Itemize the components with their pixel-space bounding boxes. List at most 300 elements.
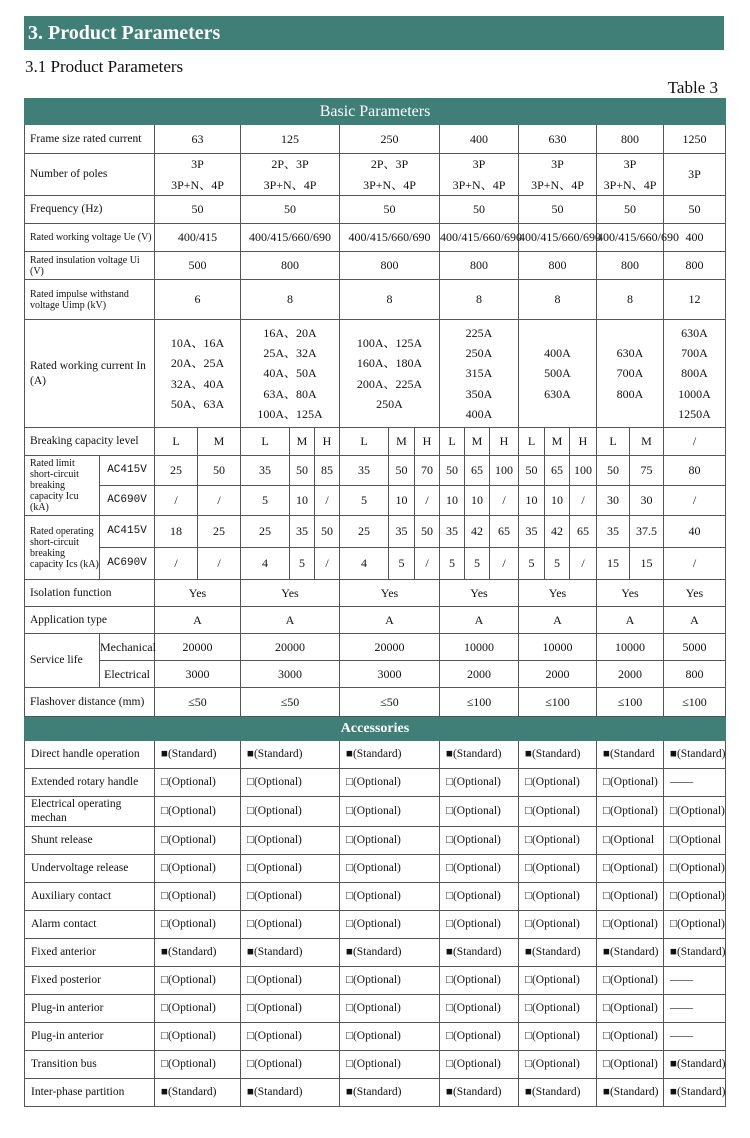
application-cell: A [440,607,519,634]
icu-ac415-cell: 65 [545,456,570,486]
application-cell: A [241,607,340,634]
ics-ac415-cell: 40 [664,516,726,548]
accessory-value: ■(Standard) [519,1078,597,1106]
icu-ac690-cell: / [415,486,440,516]
in-cell-line: 700A [616,366,644,381]
accessory-row [25,938,726,966]
accessory-value: □(Optional) [241,910,340,938]
ics-ac690-cell: 5 [465,548,490,580]
uimp-cell: 8 [597,280,664,320]
accessory-value: □(Optional) [155,994,241,1022]
accessory-label: Inter-phase partition [25,1078,155,1106]
accessory-value: ■(Standard) [664,741,726,769]
accessory-value: ■(Standard) [664,1078,726,1106]
poles-cell-line: 3P+N、4P [531,177,584,192]
in-cell [155,320,241,428]
application-cell: A [664,607,726,634]
accessory-label: Alarm contact [25,910,155,938]
poles-cell [519,154,597,196]
icu-ac415-cell: 25 [155,456,198,486]
ics-ac415-cell: 35 [519,516,545,548]
in-cell-line: 100A、125A [257,407,323,422]
in-cell-line: 100A、125A [356,335,423,350]
accessory-value: ■(Standard) [241,938,340,966]
poles-cell [340,154,440,196]
application-cell: A [155,607,241,634]
accessory-value: □(Optional) [155,1022,241,1050]
in-cell-line: 10A、16A [170,335,225,350]
frequency-row [25,196,726,224]
accessory-label: Direct handle operation [25,741,155,769]
ics-ac690-cell: 5 [440,548,465,580]
accessory-value: ■(Standard) [664,938,726,966]
ue-cell: 400/415/660/690 [519,224,597,252]
accessory-value: □(Optional) [241,882,340,910]
mechanical-row [25,634,726,661]
ics-ac415-cell: 35 [389,516,415,548]
in-cell-line: 500A [544,366,571,381]
mechanical-cell: 10000 [597,634,664,661]
isolation-cell: Yes [155,580,241,607]
accessory-value: □(Optional) [440,797,519,827]
mechanical-cell: 20000 [241,634,340,661]
mechanical-cell: 10000 [440,634,519,661]
accessory-label: Auxiliary contact [25,882,155,910]
ics-ac415-cell: 35 [440,516,465,548]
flashover-cell: ≤100 [664,688,726,717]
electrical-cell: 2000 [519,661,597,688]
basic-parameters-header: Basic Parameters [25,99,726,125]
icu-ac690-cell: / [570,486,597,516]
ics-ac415-cell: 42 [545,516,570,548]
in-cell [664,320,726,428]
icu-ac415-cell: 50 [597,456,630,486]
accessory-value: □(Optional) [155,966,241,994]
accessory-value: ■(Standard) [155,1078,241,1106]
flashover-label: Flashover distance (mm) [25,688,155,717]
accessory-value: □(Optional) [155,826,241,854]
electrical-row [25,661,726,688]
accessory-row [25,966,726,994]
frequency-cell: 50 [340,196,440,224]
in-cell-line: 1000A [678,386,711,401]
in-cell-line: 1250A [678,407,711,422]
ui-cell: 800 [597,252,664,280]
breaking-level-cell: L [155,428,198,456]
accessory-value: □(Optional) [340,1050,440,1078]
service-life-label: Service life [25,634,100,688]
poles-cell-line: 3P+N、4P [263,177,317,192]
ue-row [25,224,726,252]
accessory-value: □(Optional) [664,797,726,827]
flashover-cell: ≤50 [155,688,241,717]
application-cell: A [340,607,440,634]
mechanical-cell: 5000 [664,634,726,661]
accessory-label: Electrical operating mechan [25,797,155,827]
frame-cell: 125 [241,125,340,154]
accessory-value: □(Optional) [440,910,519,938]
accessory-value: □(Optional) [519,882,597,910]
accessory-row [25,769,726,797]
in-cell [340,320,440,428]
icu-ac690-label: AC690V [100,486,155,516]
icu-ac690-cell: 10 [440,486,465,516]
accessory-row [25,1078,726,1106]
poles-label: Number of poles [25,154,155,196]
ics-ac690-row [25,548,726,580]
breaking-level-cell: L [597,428,630,456]
poles-cell-line: 3P [623,157,637,172]
ics-ac690-cell: / [570,548,597,580]
in-cell-line: 25A、32A [263,345,317,360]
icu-ac415-cell: 50 [389,456,415,486]
uimp-cell: 12 [664,280,726,320]
breaking-level-cell: / [664,428,726,456]
ics-ac690-cell: / [315,548,340,580]
frame-label: Frame size rated current [25,125,155,154]
icu-ac690-cell: 10 [389,486,415,516]
ue-label: Rated working voltage Ue (V) [25,224,155,252]
in-cell [440,320,519,428]
in-cell-line: 250A [465,345,493,360]
ics-ac690-cell: / [415,548,440,580]
accessory-value: □(Optional) [664,854,726,882]
ics-ac690-cell: 4 [340,548,389,580]
icu-label: Rated limit short-circuit breaking capacity Icu (kA) [25,456,100,516]
poles-cell [440,154,519,196]
breaking-level-cell: M [465,428,490,456]
accessory-value: □(Optional) [440,769,519,797]
isolation-cell: Yes [664,580,726,607]
ics-ac415-cell: 37.5 [630,516,664,548]
accessory-value: ■(Standard) [155,741,241,769]
icu-ac415-cell: 50 [519,456,545,486]
accessory-value: □(Optional) [440,854,519,882]
frame-cell: 1250 [664,125,726,154]
accessory-value: □(Optional) [155,910,241,938]
application-row [25,607,726,634]
frame-row [25,125,726,154]
accessory-value: □(Optional) [241,797,340,827]
electrical-cell: 3000 [340,661,440,688]
accessory-value: □(Optional) [519,966,597,994]
ics-ac690-cell: 5 [519,548,545,580]
ics-ac415-cell: 25 [241,516,290,548]
mechanical-cell: 20000 [340,634,440,661]
in-cell-line: 630A [544,386,571,401]
ui-cell: 800 [519,252,597,280]
accessory-row [25,826,726,854]
poles-cell [597,154,664,196]
accessory-value: □(Optional) [597,966,664,994]
accessory-value: □(Optional) [340,769,440,797]
ics-ac415-cell: 18 [155,516,198,548]
uimp-cell: 8 [241,280,340,320]
ics-label: Rated operating short-circuit breaking capacity Ics (kA) [25,516,100,580]
accessory-value: □(Optional) [519,854,597,882]
isolation-cell: Yes [519,580,597,607]
icu-ac415-cell: 75 [630,456,664,486]
accessory-value: □(Optional) [340,994,440,1022]
ics-ac415-cell: 25 [198,516,241,548]
accessory-value: ■(Standard) [440,741,519,769]
frame-cell: 800 [597,125,664,154]
in-cell [241,320,340,428]
accessory-label: Extended rotary handle [25,769,155,797]
icu-ac415-label: AC415V [100,456,155,486]
ui-cell: 800 [440,252,519,280]
flashover-cell: ≤100 [440,688,519,717]
icu-ac690-cell: / [315,486,340,516]
table-body [25,99,726,1107]
ics-ac690-cell: 15 [597,548,630,580]
accessory-value: □(Optional) [440,1022,519,1050]
breaking-level-cell: L [440,428,465,456]
in-cell-line: 225A [465,325,493,340]
poles-cell-line: 2P、3P [271,157,309,172]
accessory-value: □(Optional) [155,769,241,797]
accessory-value: □(Optional) [340,910,440,938]
isolation-label: Isolation function [25,580,155,607]
in-cell-line: 20A、25A [170,356,225,371]
breaking-row [25,428,726,456]
breaking-level-cell: L [519,428,545,456]
ue-cell: 400/415/660/690 [241,224,340,252]
icu-ac690-cell: 10 [290,486,315,516]
poles-cell [241,154,340,196]
accessory-label: Undervoltage release [25,854,155,882]
accessory-value: ■(Standard [597,741,664,769]
isolation-cell: Yes [440,580,519,607]
accessory-row [25,910,726,938]
isolation-row [25,580,726,607]
ics-ac415-cell: 42 [465,516,490,548]
parameters-table [24,98,726,1107]
uimp-cell: 8 [519,280,597,320]
poles-cell [155,154,241,196]
in-cell-line: 800A [616,386,644,401]
flashover-cell: ≤50 [241,688,340,717]
breaking-level-cell: H [315,428,340,456]
accessory-value: □(Optional) [597,854,664,882]
accessory-value: ■(Standard) [340,1078,440,1106]
ui-cell: 800 [241,252,340,280]
icu-ac690-cell: 10 [465,486,490,516]
icu-ac690-cell: 30 [630,486,664,516]
breaking-level-cell: H [570,428,597,456]
accessory-value: □(Optional) [340,1022,440,1050]
accessory-value: □(Optional) [241,1022,340,1050]
accessory-value: □(Optional) [155,1050,241,1078]
ue-cell: 400/415/660/690 [597,224,664,252]
ui-cell: 800 [340,252,440,280]
flashover-cell: ≤100 [597,688,664,717]
accessory-value: □(Optional) [241,994,340,1022]
accessory-value: □(Optional) [241,1050,340,1078]
icu-ac415-cell: 65 [465,456,490,486]
uimp-row [25,280,726,320]
ics-ac415-cell: 50 [415,516,440,548]
frequency-cell: 50 [519,196,597,224]
isolation-cell: Yes [597,580,664,607]
accessory-value: ■(Standard) [664,1050,726,1078]
icu-ac690-cell: / [155,486,198,516]
ics-ac415-cell: 65 [490,516,519,548]
in-cell-line: 800A [681,366,708,381]
frame-cell: 400 [440,125,519,154]
icu-ac415-cell: 80 [664,456,726,486]
accessory-row [25,994,726,1022]
accessory-value: —— [664,769,726,797]
poles-cell-line: 3P+N、4P [452,177,506,192]
accessory-value: —— [664,966,726,994]
icu-ac690-cell: 10 [519,486,545,516]
breaking-level-cell: L [241,428,290,456]
in-label: Rated working current In (A) [25,320,155,428]
accessory-value: □(Optional) [340,966,440,994]
frame-cell: 63 [155,125,241,154]
ics-ac690-cell: / [664,548,726,580]
ue-cell: 400/415/660/690 [340,224,440,252]
in-cell-line: 630A [616,345,644,360]
flashover-row [25,688,726,717]
frequency-cell: 50 [241,196,340,224]
accessory-value: □(Optional) [440,826,519,854]
accessory-value: □(Optional) [440,882,519,910]
in-cell-line: 200A、225A [356,376,423,391]
poles-cell-line: 3P+N、4P [603,177,657,192]
accessory-value: □(Optional) [597,994,664,1022]
in-cell-line: 350A [465,386,493,401]
flashover-cell: ≤50 [340,688,440,717]
breaking-level-cell: M [290,428,315,456]
icu-ac690-cell: / [198,486,241,516]
accessory-value: ■(Standard) [519,938,597,966]
poles-cell-line: 3P+N、4P [363,177,416,192]
icu-ac415-cell: 100 [490,456,519,486]
accessory-value: □(Optional) [597,1050,664,1078]
in-cell-line: 700A [681,345,708,360]
accessory-value: □(Optional) [519,797,597,827]
accessory-row [25,854,726,882]
breaking-label: Breaking capacity level [25,428,155,456]
icu-ac415-row [25,456,726,486]
accessory-value: □(Optional) [440,1050,519,1078]
accessory-value: □(Optional) [241,826,340,854]
accessory-row [25,741,726,769]
in-cell-line: 50A、63A [170,396,225,411]
accessory-row [25,1050,726,1078]
ui-label: Rated insulation voltage Ui (V) [25,252,155,280]
accessories-header: Accessories [25,717,726,741]
accessory-value: □(Optional) [597,882,664,910]
ics-ac415-cell: 25 [340,516,389,548]
electrical-label: Electrical [100,661,155,688]
accessory-value: □(Optional [664,826,726,854]
accessory-value: ■(Standard) [597,938,664,966]
breaking-level-cell: M [198,428,241,456]
accessory-value: —— [664,994,726,1022]
application-cell: A [519,607,597,634]
uimp-cell: 8 [340,280,440,320]
uimp-label: Rated impulse withstand voltage Uimp (kV) [25,280,155,320]
ics-ac690-cell: 5 [389,548,415,580]
ics-ac690-cell: / [155,548,198,580]
subtitle: 3.1 Product Parameters [25,57,184,76]
ics-ac690-cell: 5 [290,548,315,580]
poles-cell-line: 3P [551,157,564,172]
accessory-value: □(Optional) [519,1022,597,1050]
poles-cell [664,154,726,196]
ics-ac690-cell: 4 [241,548,290,580]
electrical-cell: 2000 [440,661,519,688]
frequency-cell: 50 [155,196,241,224]
accessory-value: □(Optional [597,826,664,854]
table-number: Table 3 [667,78,718,97]
accessory-value: □(Optional) [597,769,664,797]
icu-ac690-cell: 30 [597,486,630,516]
accessory-value: □(Optional) [155,797,241,827]
accessory-value: ■(Standard) [597,1078,664,1106]
accessory-value: □(Optional) [340,854,440,882]
in-cell-line: 40A、50A [263,366,317,381]
accessory-value: ■(Standard) [155,938,241,966]
ui-cell: 500 [155,252,241,280]
electrical-cell: 800 [664,661,726,688]
accessory-value: □(Optional) [241,854,340,882]
accessory-value: □(Optional) [340,826,440,854]
accessory-value: □(Optional) [519,910,597,938]
ics-ac690-cell: / [198,548,241,580]
poles-cell-line: 2P、3P [370,157,409,172]
ics-ac690-label: AC690V [100,548,155,580]
ue-cell: 400/415 [155,224,241,252]
mechanical-label: Mechanical [100,634,155,661]
in-cell-line: 160A、180A [356,356,423,371]
accessory-value: ■(Standard) [440,1078,519,1106]
icu-ac415-cell: 50 [290,456,315,486]
accessory-value: □(Optional) [241,966,340,994]
icu-ac690-cell: / [664,486,726,516]
icu-ac415-cell: 50 [198,456,241,486]
ui-row [25,252,726,280]
ics-ac690-cell: 15 [630,548,664,580]
icu-ac415-cell: 35 [340,456,389,486]
icu-ac690-cell: 5 [340,486,389,516]
accessory-value: ■(Standard) [440,938,519,966]
accessory-value: □(Optional) [597,1022,664,1050]
icu-ac690-cell: 10 [545,486,570,516]
breaking-level-cell: M [545,428,570,456]
frequency-cell: 50 [597,196,664,224]
ics-ac415-cell: 65 [570,516,597,548]
accessory-label: Plug-in anterior [25,1022,155,1050]
icu-ac690-row [25,486,726,516]
accessory-value: □(Optional) [664,910,726,938]
accessory-value: □(Optional) [597,797,664,827]
icu-ac415-cell: 85 [315,456,340,486]
application-cell: A [597,607,664,634]
ics-ac415-label: AC415V [100,516,155,548]
accessory-value: □(Optional) [340,797,440,827]
ics-ac690-cell: 5 [545,548,570,580]
breaking-level-cell: M [389,428,415,456]
accessory-label: Plug-in anterior [25,994,155,1022]
electrical-cell: 2000 [597,661,664,688]
accessory-value: ■(Standard) [519,741,597,769]
accessory-row [25,882,726,910]
accessory-label: Fixed posterior [25,966,155,994]
